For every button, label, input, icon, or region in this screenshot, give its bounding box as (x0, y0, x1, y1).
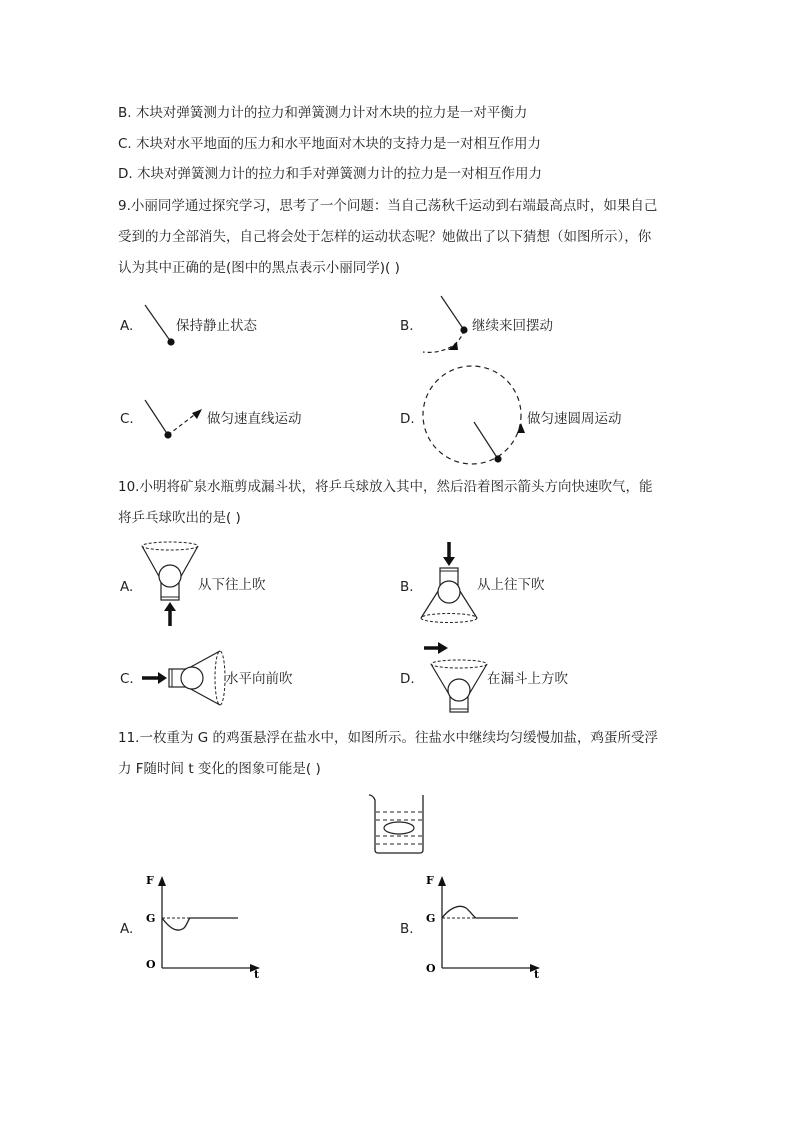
arrow-head (517, 423, 525, 433)
ping-pong-ball (181, 667, 203, 689)
swing-rope (474, 422, 498, 459)
q10-stem-line-1: 10.小明将矿泉水瓶剪成漏斗状，将乒乓球放入其中，然后沿着图示箭头方向快速吹气，能 (118, 479, 653, 495)
q11-stem-line-2: 力 F随时间 t 变化的图象可能是( ) (118, 761, 321, 777)
q9-option-b-caption: 继续来回摆动 (472, 318, 553, 334)
q10-option-d-letter: D. (400, 671, 415, 687)
q9-option-a-letter: A. (120, 318, 134, 334)
buoyancy-curve (442, 906, 518, 918)
q9-stem-line-2: 受到的力全部消失，自己将会处于怎样的运动状态呢？她做出了以下猜想（如图所示），你 (118, 229, 652, 245)
girl-dot (460, 326, 467, 333)
funnel-rim (431, 660, 487, 668)
motion-path (168, 412, 198, 435)
swing-rope (441, 296, 464, 330)
f-axis-label: F (426, 874, 434, 887)
girl-dot (164, 431, 171, 438)
q11-graph-a (140, 870, 265, 985)
t-axis-label: t (254, 968, 260, 981)
q9-option-a-caption: 保持静止状态 (176, 318, 257, 334)
f-axis-label: F (146, 874, 154, 887)
g-label: G (146, 912, 156, 925)
ping-pong-ball (448, 679, 470, 701)
q10-stem-line-2: 将乒乓球吹出的是( ) (118, 510, 241, 526)
q9-option-d-letter: D. (400, 411, 415, 427)
q10-figure-c (142, 648, 232, 708)
q9-option-b-letter: B. (400, 318, 414, 334)
q10-option-c-caption: 水平向前吹 (225, 671, 293, 687)
girl-dot (494, 455, 501, 462)
q8-option-d: D. 木块对弹簧测力计的拉力和手对弹簧测力计的拉力是一对相互作用力 (118, 166, 542, 182)
funnel-rim (215, 651, 225, 705)
swing-rope (145, 400, 168, 435)
q9-option-d-caption: 做匀速圆周运动 (527, 411, 622, 427)
buoyancy-curve (162, 918, 238, 930)
t-axis-label: t (534, 968, 540, 981)
origin-label: O (426, 962, 436, 975)
q11-stem-line-1: 11.一枚重为 G 的鸡蛋悬浮在盐水中，如图所示。往盐水中继续均匀缓慢加盐，鸡蛋所受浮 (118, 730, 659, 746)
origin-label: O (146, 958, 156, 971)
q10-option-a-letter: A. (120, 579, 134, 595)
q11-option-b-letter: B. (400, 921, 414, 937)
q10-option-b-letter: B. (400, 579, 414, 595)
ping-pong-ball (438, 581, 460, 603)
q9-stem-line-1: 9.小丽同学通过探究学习，思考了一个问题：当自己荡秋千运动到右端最高点时，如果自己 (118, 198, 658, 214)
q9-figure-c (140, 395, 210, 445)
q8-option-b: B. 木块对弹簧测力计的拉力和弹簧测力计对木块的拉力是一对平衡力 (118, 105, 528, 121)
q10-option-a-caption: 从下往上吹 (198, 577, 266, 593)
circular-path (423, 366, 521, 464)
q9-stem-line-3: 认为其中正确的是(图中的黑点表示小丽同学)( ) (118, 260, 400, 276)
q11-option-a-letter: A. (120, 921, 134, 937)
q10-figure-d (422, 640, 492, 718)
arrow-head (448, 342, 458, 350)
funnel-rim (142, 542, 198, 550)
g-label: G (426, 912, 436, 925)
q8-option-c: C. 木块对水平地面的压力和水平地面对木块的支持力是一对相互作用力 (118, 136, 542, 152)
q11-beaker-figure (366, 792, 432, 856)
ping-pong-ball (159, 565, 181, 587)
girl-dot (167, 338, 174, 345)
q9-option-c-letter: C. (120, 411, 134, 427)
q10-option-d-caption: 在漏斗上方吹 (487, 671, 568, 687)
egg (384, 822, 414, 834)
q11-graph-b (420, 870, 545, 985)
funnel-rim (421, 614, 477, 623)
swing-rope (145, 305, 171, 342)
q9-option-c-caption: 做匀速直线运动 (207, 411, 302, 427)
q9-figure-d (418, 365, 528, 470)
q10-option-c-letter: C. (120, 671, 134, 687)
arrow-head (192, 409, 202, 419)
q9-figure-b (415, 292, 475, 362)
q10-option-b-caption: 从上往下吹 (477, 577, 545, 593)
